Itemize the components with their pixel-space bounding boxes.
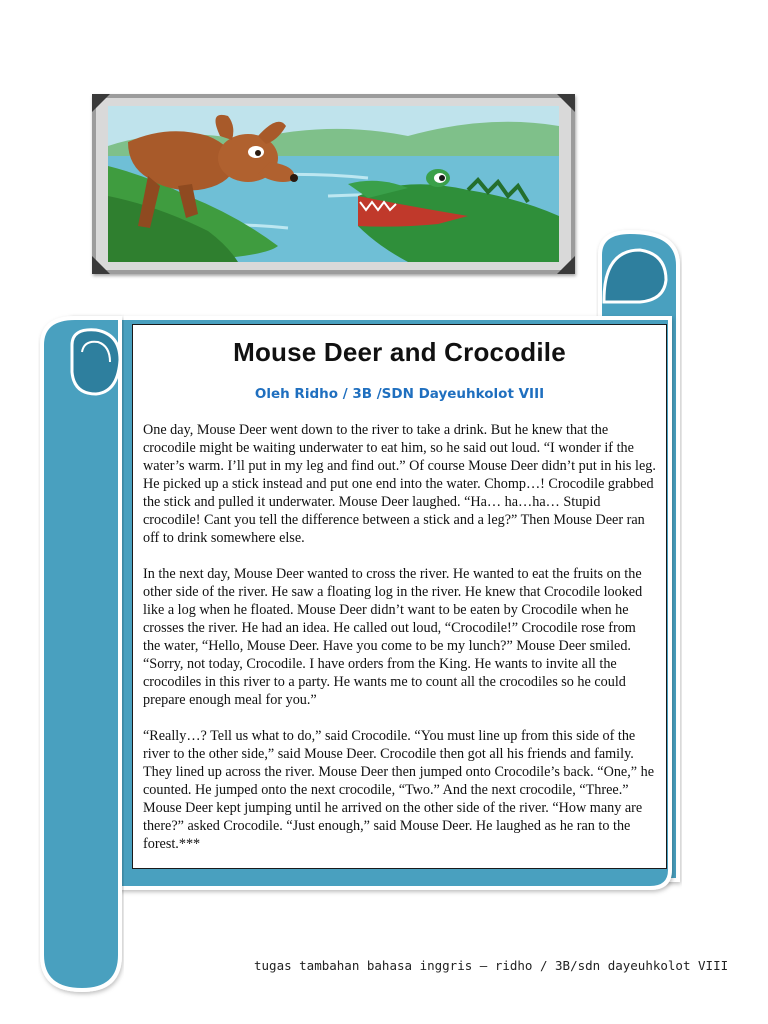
story-illustration-frame [92, 94, 575, 274]
mouse-deer-crocodile-illustration [108, 106, 559, 262]
page-footer-note: tugas tambahan bahasa inggris – ridho / 3B/sdn dayeuhkolot VIII [254, 958, 729, 973]
story-paragraph: In the next day, Mouse Deer wanted to cross the river. He wanted to eat the fruits on the other side of the river. He saw a floating log in the river. He knew that Crocodile looked like a log when he floated. Mouse Deer didn’t want to be eaten by Crocodile when he crosses the river. He had an idea. He called out loud, “Crocodile!” Crocodile rose from the water, “Hello, Mouse Deer. Have you come to be my lunch?” Mouse Deer smiled. “Sorry, not today, Crocodile. I have orders from the King. He wants to invite all the crocodiles in this river to a party. He wants me to count all the crocodiles so he could prepare enough meal for you.” [143, 566, 643, 708]
story-title: Mouse Deer and Crocodile [233, 337, 566, 367]
frame-corner-bottom-right [557, 256, 575, 274]
story-paragraph: “Really…? Tell us what to do,” said Crocodile. “You must line up from this side of the river to the other side,” said Mouse Deer. Crocodile then got all his friends and family. They lined up across the river. Mouse Deer then jumped onto Crocodile’s back. “One,” he counted. He jumped onto the next crocodile, “Two.” And the next crocodile, “Three.” Mouse Deer kept jumping until he arrived on the other side of the river. “How many are there?” asked Crocodile. “Just enough,” said Mouse Deer. He laughed as he ran to the forest.*** [143, 728, 654, 852]
frame-corner-top-right [557, 94, 575, 112]
story-author-line: Oleh Ridho / 3B /SDN Dayeuhkolot VIII [254, 386, 545, 402]
story-text-box [132, 324, 667, 869]
story-paragraph: One day, Mouse Deer went down to the river to take a drink. But he knew that the crocodile might be waiting underwater to eat him, so he said out loud. “I wonder if the water’s warm. I’ll put in my leg and find out.” Of course Mouse Deer didn’t put in his leg. He picked up a stick instead and put one end into the water. Chomp…! Crocodile grabbed the stick and pulled it underwater. Mouse Deer laughed. “Ha… ha…ha… Stupid crocodile! Cant you tell the difference between a stick and a leg?” Then Mouse Deer ran off to drink somewhere else. [143, 422, 656, 546]
